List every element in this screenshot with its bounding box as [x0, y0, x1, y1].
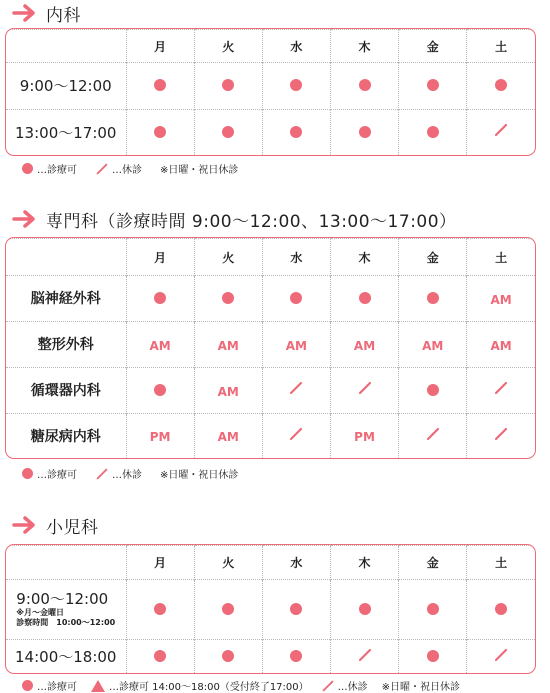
legend-open: …診療可: [37, 470, 77, 481]
schedule-cell: [399, 109, 467, 155]
day-header: 月: [126, 239, 194, 276]
internal-legend: [22, 161, 238, 176]
day-header: 木: [330, 546, 398, 580]
schedule-cell: [126, 640, 194, 673]
session-text: AM: [353, 338, 376, 353]
section-title: 小児科: [46, 517, 99, 538]
arrow-right-icon: [12, 4, 38, 22]
schedule-cell: [262, 413, 330, 458]
closed-slash-icon: [357, 647, 373, 663]
open-dot-icon: [290, 126, 302, 138]
triangle-icon: [91, 680, 105, 692]
open-dot-icon: [427, 384, 439, 396]
row-label: [6, 109, 126, 155]
open-dot-icon: [427, 603, 439, 615]
closed-slash-icon: [357, 380, 373, 396]
table-row: [6, 109, 535, 155]
header-row: [6, 239, 535, 276]
session-text: AM: [285, 338, 307, 353]
open-dot-icon: [427, 126, 439, 138]
slash-icon: [95, 467, 109, 481]
schedule-cell: [126, 413, 194, 458]
legend-note: ※日曜・祝日休診: [160, 470, 239, 481]
specialty-legend: [22, 466, 238, 481]
schedule-cell: [194, 367, 262, 413]
legend-closed: …休診: [337, 682, 368, 693]
table-row: [6, 640, 535, 673]
open-dot-icon: [222, 126, 234, 138]
schedule-cell: [467, 367, 535, 413]
legend-open: …診療可: [37, 165, 77, 176]
closed-slash-icon: [288, 380, 304, 396]
schedule-cell: [194, 580, 262, 640]
closed-slash-icon: [288, 426, 304, 442]
schedule-cell: [399, 640, 467, 673]
day-header: 金: [399, 239, 467, 276]
closed-slash-icon: [493, 380, 509, 396]
row-label: [6, 367, 126, 413]
arrow-right-icon: [12, 516, 38, 534]
open-dot-icon: [290, 650, 302, 662]
open-dot-icon: [359, 79, 371, 91]
schedule-cell: [467, 413, 535, 458]
schedule-cell: [399, 276, 467, 322]
day-header: 水: [262, 239, 330, 276]
schedule-cell: [330, 109, 398, 155]
table-row: [6, 580, 535, 640]
row-label-text: 9:00〜12:00: [19, 77, 112, 96]
table-row: [6, 367, 535, 413]
corner-cell: [6, 30, 126, 63]
day-header: 金: [399, 30, 467, 63]
open-dot-icon: [427, 650, 439, 662]
row-label: [6, 63, 126, 110]
schedule-cell: [467, 109, 535, 155]
table-row: [6, 413, 535, 458]
session-text: AM: [422, 338, 444, 353]
schedule-cell: [330, 367, 398, 413]
open-dot-icon: [427, 292, 439, 304]
schedule-cell: [194, 640, 262, 673]
closed-slash-icon: [493, 426, 509, 442]
schedule-cell: [126, 367, 194, 413]
row-label-text: 脳神経外科: [30, 291, 101, 308]
schedule-cell: [262, 321, 330, 367]
schedule-cell: [399, 321, 467, 367]
table-row: [6, 63, 535, 110]
open-dot-icon: [154, 650, 166, 662]
schedule-cell: [467, 580, 535, 640]
schedule-cell: [399, 580, 467, 640]
row-label-text: 糖尿病内科: [30, 428, 101, 445]
schedule-cell: [330, 321, 398, 367]
closed-slash-icon: [425, 426, 441, 442]
table-row: [6, 321, 535, 367]
open-dot-icon: [495, 79, 507, 91]
session-text: AM: [490, 338, 512, 353]
row-label: [6, 580, 126, 640]
schedule-cell: [262, 63, 330, 110]
day-header: 火: [194, 546, 262, 580]
legend-closed: …休診: [112, 165, 142, 176]
open-dot-icon: [222, 79, 234, 91]
schedule-cell: [126, 276, 194, 322]
row-label-text: 14:00〜18:00: [15, 648, 117, 667]
open-dot-icon: [495, 603, 507, 615]
header-row: [6, 30, 535, 63]
open-dot-icon: [222, 603, 234, 615]
schedule-cell: [330, 640, 398, 673]
schedule-cell: [330, 63, 398, 110]
time-note: ※月〜金曜日: [16, 607, 65, 617]
legend-open: …診療可: [37, 682, 77, 693]
open-dot-icon: [290, 79, 302, 91]
time-note: 診察時間 10:00〜12:00: [16, 617, 116, 627]
internal-schedule-table: [5, 28, 536, 156]
corner-cell: [6, 239, 126, 276]
schedule-cell: [126, 63, 194, 110]
pediatrics-legend: [22, 678, 460, 693]
section-specialty-header: [12, 206, 457, 232]
schedule-cell: [126, 109, 194, 155]
row-label: [6, 276, 126, 322]
day-header: 水: [262, 30, 330, 63]
day-header: 月: [126, 546, 194, 580]
day-header: 木: [330, 30, 398, 63]
session-text: AM: [217, 338, 239, 353]
session-text: PM: [354, 430, 375, 445]
schedule-cell: [126, 321, 194, 367]
row-label: [6, 321, 126, 367]
section-title: 内科: [46, 5, 81, 26]
session-text: AM: [217, 384, 239, 399]
schedule-cell: [467, 321, 535, 367]
closed-slash-icon: [493, 647, 509, 663]
open-dot-icon: [154, 384, 166, 396]
slash-icon: [321, 679, 335, 693]
session-text: AM: [490, 292, 512, 307]
schedule-cell: [194, 276, 262, 322]
table-row: [6, 276, 535, 322]
schedule-cell: [330, 413, 398, 458]
specialty-schedule-table: [5, 237, 536, 459]
legend-limited: …診療可 14:00〜18:00（受付終了17:00）: [109, 682, 309, 693]
schedule-cell: [194, 63, 262, 110]
legend-closed: …休診: [112, 470, 142, 481]
legend-note: ※日曜・祝日休診: [160, 165, 239, 176]
open-dot-icon: [427, 79, 439, 91]
schedule-cell: [262, 580, 330, 640]
dot-icon: [22, 680, 33, 691]
schedule-cell: [399, 367, 467, 413]
open-dot-icon: [154, 126, 166, 138]
schedule-cell: [399, 413, 467, 458]
schedule-cell: [262, 367, 330, 413]
open-dot-icon: [154, 603, 166, 615]
slash-icon: [95, 162, 109, 176]
header-row: [6, 546, 535, 580]
day-header: 土: [467, 546, 535, 580]
session-text: AM: [149, 338, 171, 353]
day-header: 金: [399, 546, 467, 580]
open-dot-icon: [359, 603, 371, 615]
open-dot-icon: [222, 292, 234, 304]
session-text: AM: [217, 430, 239, 445]
row-label: [6, 413, 126, 458]
schedule-cell: [262, 640, 330, 673]
day-header: 土: [467, 30, 535, 63]
day-header: 月: [126, 30, 194, 63]
day-header: 火: [194, 30, 262, 63]
section-internal-header: [12, 0, 81, 26]
arrow-right-icon: [12, 210, 38, 228]
open-dot-icon: [359, 126, 371, 138]
row-label: [6, 640, 126, 673]
dot-icon: [22, 163, 33, 174]
pediatrics-schedule-table: [5, 544, 536, 674]
closed-slash-icon: [493, 122, 509, 138]
schedule-cell: [467, 640, 535, 673]
day-header: 木: [330, 239, 398, 276]
schedule-cell: [467, 276, 535, 322]
dot-icon: [22, 468, 33, 479]
row-label-text: 13:00〜17:00: [15, 123, 117, 142]
open-dot-icon: [154, 79, 166, 91]
schedule-cell: [330, 580, 398, 640]
day-header: 土: [467, 239, 535, 276]
open-dot-icon: [222, 650, 234, 662]
schedule-cell: [194, 321, 262, 367]
schedule-cell: [194, 413, 262, 458]
schedule-cell: [262, 109, 330, 155]
open-dot-icon: [290, 292, 302, 304]
day-header: 水: [262, 546, 330, 580]
row-label-text: 循環器内科: [30, 383, 101, 400]
legend-note: ※日曜・祝日休診: [381, 682, 461, 693]
section-pediatrics-header: [12, 512, 99, 538]
day-header: 火: [194, 239, 262, 276]
schedule-cell: [262, 276, 330, 322]
schedule-cell: [399, 63, 467, 110]
open-dot-icon: [359, 292, 371, 304]
open-dot-icon: [154, 292, 166, 304]
session-text: PM: [149, 430, 171, 445]
schedule-cell: [467, 63, 535, 110]
corner-cell: [6, 546, 126, 580]
row-label-text: 整形外科: [37, 337, 94, 354]
time-range: 9:00〜12:00: [16, 589, 109, 608]
schedule-cell: [330, 276, 398, 322]
section-title: 専門科（診療時間 9:00〜12:00、13:00〜17:00）: [46, 211, 457, 232]
schedule-cell: [126, 580, 194, 640]
open-dot-icon: [290, 603, 302, 615]
schedule-cell: [194, 109, 262, 155]
